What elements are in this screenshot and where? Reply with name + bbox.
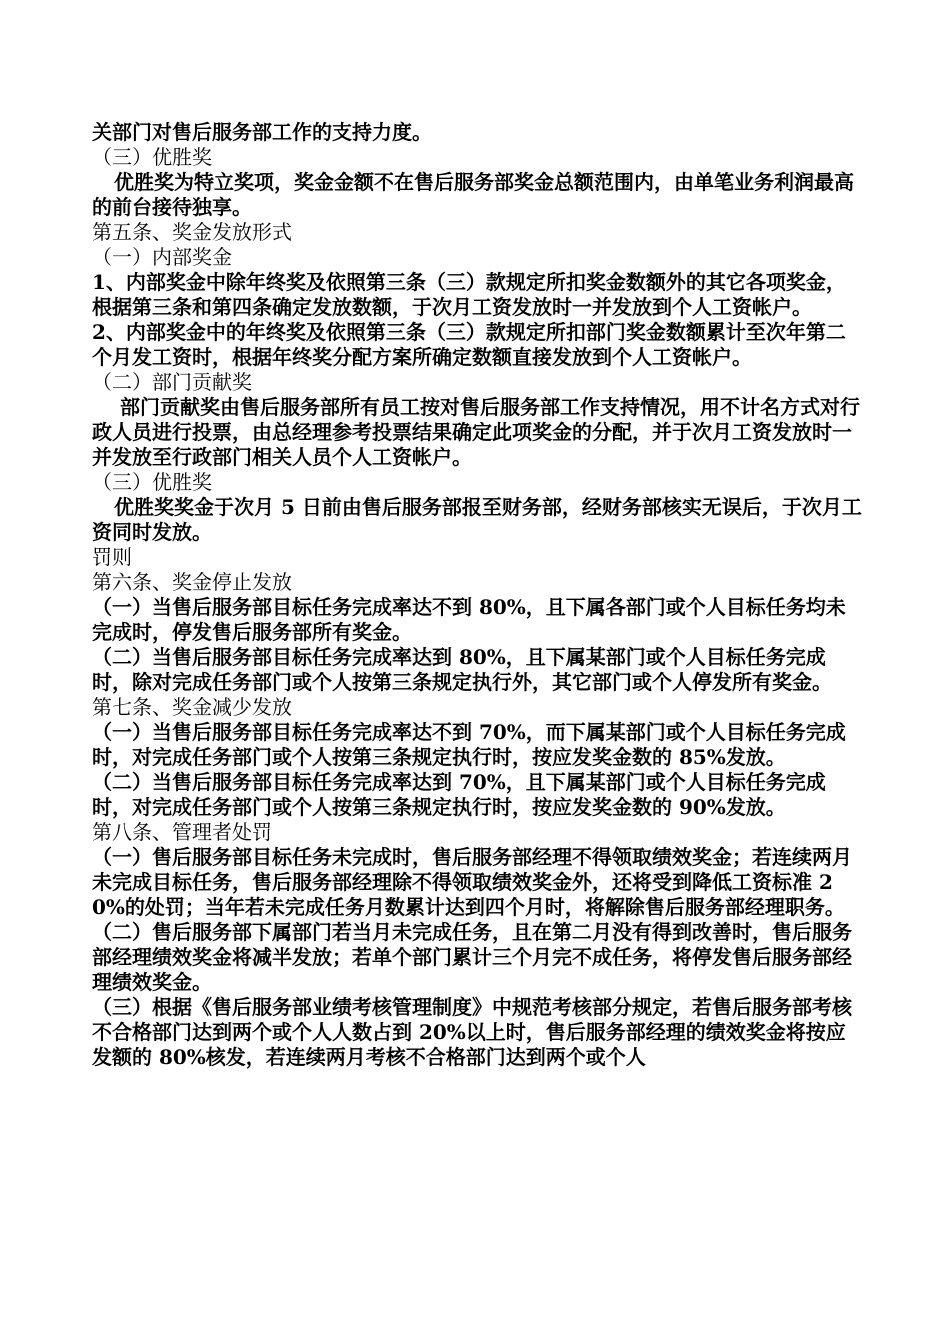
paragraph-article-7-1: （一）当售后服务部目标任务完成率达不到 70%，而下属某部门或个人目标任务完成时，对完成任务部门或个人按第三条规定执行时，按应发奖金数的 85%发放。 xyxy=(92,720,846,769)
subheading-department-contribution: （二）部门贡献奖 xyxy=(92,370,252,394)
article-8-heading: 第八条、管理者处罚 xyxy=(92,820,272,844)
paragraph-article-8-3: （三）根据《售后服务部业绩考核管理制度》中规范考核部分规定，若售后服务部考核不合格部门达到两个或个人人数占到 20%以上时，售后服务部经理的绩效奖金将按应发额的 80%核发，若连续两月考核不合格部门达到两个或个人 xyxy=(92,995,852,1069)
paragraph-article-6-2: （二）当售后服务部目标任务完成率达到 80%，且下属某部门或个人目标任务完成时，除对完成任务部门或个人按第三条规定执行外，其它部门或个人停发所有奖金。 xyxy=(92,645,832,694)
section-penalties-heading: 罚则 xyxy=(92,545,132,569)
paragraph-department-contribution: 部门贡献奖由售后服务部所有员工按对售后服务部工作支持情况，用不计名方式对行政人员进行投票，由总经理参考投票结果确定此项奖金的分配，并于次月工资发放时一并发放至行政部门相关人员个人工资帐户。 xyxy=(92,395,860,469)
paragraph-excellence-award-payment: 优胜奖奖金于次月 5 日前由售后服务部报至财务部，经财务部核实无误后，于次月工资同时发放。 xyxy=(92,495,862,544)
paragraph-article-6-1: （一）当售后服务部目标任务完成率达不到 80%，且下属各部门或个人目标任务均未完成时，停发售后服务部所有奖金。 xyxy=(92,595,846,644)
subheading-internal-bonus: （一）内部奖金 xyxy=(92,245,232,269)
subheading-excellence-award-2: （三）优胜奖 xyxy=(92,470,212,494)
paragraph-article-8-2: （二）售后服务部下属部门若当月未完成任务，且在第二月没有得到改善时，售后服务部经理绩效奖金将减半发放；若单个部门累计三个月完不成任务，将停发售后服务部经理绩效奖金。 xyxy=(92,920,852,994)
paragraph-excellence-award: 优胜奖为特立奖项，奖金金额不在售后服务部奖金总额范围内，由单笔业务利润最高的前台接待独享。 xyxy=(92,170,854,219)
paragraph-article-7-2: （二）当售后服务部目标任务完成率达到 70%，且下属某部门或个人目标任务完成时，对完成任务部门或个人按第三条规定执行时，按应发奖金数的 90%发放。 xyxy=(92,770,826,819)
article-6-heading: 第六条、奖金停止发放 xyxy=(92,570,292,594)
paragraph-continuation: 关部门对售后服务部工作的支持力度。 xyxy=(92,120,432,144)
paragraph-internal-bonus-1: 1、内部奖金中除年终奖及依照第三条（三）款规定所扣奖金数额外的其它各项奖金，根据第三条和第四条确定发放数额，于次月工资发放时一并发放到个人工资帐户。 xyxy=(92,270,846,319)
article-7-heading: 第七条、奖金减少发放 xyxy=(92,695,292,719)
paragraph-internal-bonus-2: 2、内部奖金中的年终奖及依照第三条（三）款规定所扣部门奖金数额累计至次年第二个月发工资时，根据年终奖分配方案所确定数额直接发放到个人工资帐户。 xyxy=(92,320,846,369)
article-5-heading: 第五条、奖金发放形式 xyxy=(92,220,292,244)
paragraph-article-8-1: （一）售后服务部目标任务未完成时，售后服务部经理不得领取绩效奖金；若连续两月未完成目标任务，售后服务部经理除不得领取绩效奖金外，还将受到降低工资标准 20%的处罚；当年若未完成任务月数累计达到四个月时，将解除售后服务部经理职务。 xyxy=(92,845,852,919)
subheading-excellence-award: （三）优胜奖 xyxy=(92,145,212,169)
document-page xyxy=(92,120,862,1070)
